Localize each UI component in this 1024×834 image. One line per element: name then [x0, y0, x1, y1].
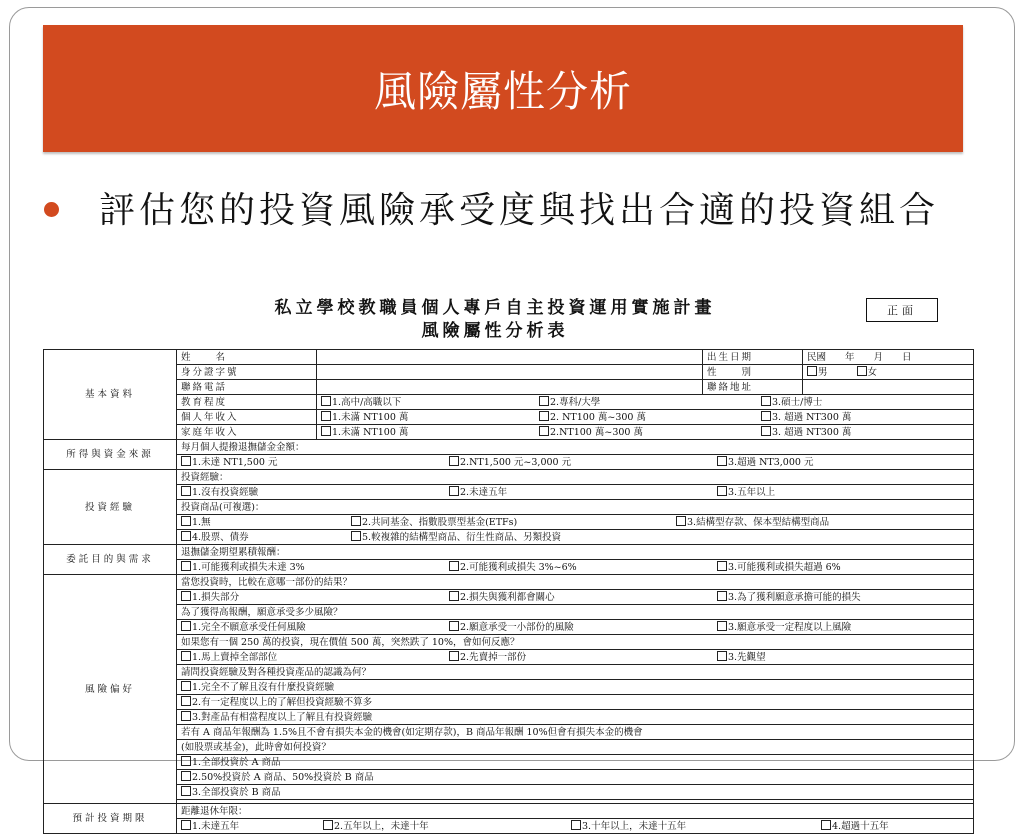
preference-q1-options — [177, 590, 974, 605]
checkbox-icon — [857, 366, 867, 376]
table-row — [44, 665, 974, 680]
bullet-dot-icon — [44, 202, 59, 217]
table-row — [44, 515, 974, 530]
goal-question: 退撫儲金期望累積報酬： — [177, 545, 974, 560]
checkbox-icon — [717, 651, 727, 661]
table-row — [44, 530, 974, 545]
education-option[interactable]: 2.專科/大學 — [539, 396, 761, 409]
product-option[interactable]: 2.共同基金、指數股票型基金(ETFs) — [351, 516, 676, 529]
category-experience: 投資經驗 — [44, 470, 177, 545]
table-row — [44, 380, 974, 395]
checkbox-icon — [717, 561, 727, 571]
preference-q5-option[interactable]: 2.50%投資於 A 商品、50%投資於 B 商品 — [177, 770, 974, 785]
checkbox-icon — [449, 561, 459, 571]
table-row — [44, 740, 974, 755]
checkbox-icon — [181, 486, 191, 496]
checkbox-icon — [181, 711, 191, 721]
title-banner — [43, 25, 963, 152]
checkbox-icon — [717, 486, 727, 496]
funds-options — [177, 455, 974, 470]
family-income-options — [317, 425, 974, 440]
checkbox-icon — [539, 426, 549, 436]
checkbox-icon — [181, 591, 191, 601]
gender-label: 性 別 — [703, 365, 803, 380]
table-row — [44, 620, 974, 635]
goal-options — [177, 560, 974, 575]
table-row — [44, 395, 974, 410]
checkbox-icon — [676, 516, 686, 526]
checkbox-icon — [449, 621, 459, 631]
preference-q4-option[interactable]: 2.有一定程度以上的了解但投資經驗不算多 — [177, 695, 974, 710]
checkbox-icon — [351, 516, 361, 526]
table-row — [44, 500, 974, 515]
product-option[interactable]: 3.結構型存款、保本型結構型商品 — [676, 516, 829, 529]
risk-assessment-table — [43, 349, 974, 834]
education-options — [317, 395, 974, 410]
checkbox-icon — [321, 411, 331, 421]
table-row — [44, 785, 974, 800]
checkbox-icon — [761, 396, 771, 406]
table-row — [44, 695, 974, 710]
preference-q1: 當您投資時，比較在意哪一部份的結果？ — [177, 575, 974, 590]
checkbox-icon — [321, 426, 331, 436]
checkbox-icon — [821, 820, 831, 830]
checkbox-icon — [449, 456, 459, 466]
table-row — [44, 755, 974, 770]
products-options-row1 — [177, 515, 974, 530]
address-field[interactable] — [803, 380, 974, 395]
family-income-option[interactable]: 2.NT100 萬~300 萬 — [539, 426, 761, 439]
table-row — [44, 590, 974, 605]
checkbox-icon — [181, 516, 191, 526]
preference-q4: 請問投資經驗及對各種投資產品的認識為何？ — [177, 665, 974, 680]
table-row — [44, 440, 974, 455]
funds-option[interactable]: 1.未達 NT1,500 元 — [181, 456, 449, 469]
preference-option[interactable]: 3.先觀望 — [717, 651, 766, 664]
id-field[interactable] — [317, 365, 703, 380]
table-row — [44, 635, 974, 650]
checkbox-icon — [181, 456, 191, 466]
checkbox-icon — [717, 456, 727, 466]
phone-field[interactable] — [317, 380, 703, 395]
table-row — [44, 545, 974, 560]
funds-question: 每月個人提撥退撫儲金金額： — [177, 440, 974, 455]
table-row — [44, 650, 974, 665]
checkbox-icon — [181, 531, 191, 541]
table-row — [44, 455, 974, 470]
products-options-row2 — [177, 530, 974, 545]
gender-male-option[interactable]: 男 — [807, 366, 828, 379]
table-row — [44, 575, 974, 590]
checkbox-icon — [181, 651, 191, 661]
education-option[interactable]: 1.高中/高職以下 — [321, 396, 539, 409]
preference-option[interactable]: 1.損失部分 — [181, 591, 449, 604]
preference-q5-line2: (如股票或基金)，此時會如何投資？ — [177, 740, 974, 755]
table-row — [44, 470, 974, 485]
checkbox-icon — [807, 366, 817, 376]
table-row — [44, 605, 974, 620]
education-label: 教育程度 — [177, 395, 317, 410]
checkbox-icon — [181, 561, 191, 571]
phone-label: 聯絡電話 — [177, 380, 317, 395]
table-row — [44, 425, 974, 440]
side-label-box: 正面 — [866, 298, 938, 322]
checkbox-icon — [717, 591, 727, 601]
category-goal: 委託目的與需求 — [44, 545, 177, 575]
name-field[interactable] — [317, 350, 703, 365]
table-row — [44, 770, 974, 785]
table-row — [44, 725, 974, 740]
checkbox-icon — [761, 411, 771, 421]
table-row — [44, 365, 974, 380]
experience-option[interactable]: 2.未達五年 — [449, 486, 717, 499]
checkbox-icon — [181, 621, 191, 631]
horizon-option[interactable]: 2.五年以上，未達十年 — [323, 820, 571, 833]
name-label: 姓 名 — [177, 350, 317, 365]
checkbox-icon — [571, 820, 581, 830]
table-row — [44, 804, 974, 819]
table-row — [44, 819, 974, 834]
checkbox-icon — [539, 396, 549, 406]
horizon-option[interactable]: 3.十年以上，未達十五年 — [571, 820, 821, 833]
checkbox-icon — [539, 411, 549, 421]
preference-q3: 如果您有一個 250 萬的投資，現在價值 500 萬，突然跌了 10%，會如何反應？ — [177, 635, 974, 650]
preference-q5-option[interactable]: 3.全部投資於 B 商品 — [177, 785, 974, 800]
product-option[interactable]: 5.較複雜的結構型商品、衍生性商品、另類投資 — [351, 531, 561, 544]
checkbox-icon — [717, 621, 727, 631]
dob-field[interactable]: 民國 年 月 日 — [803, 350, 974, 365]
checkbox-icon — [181, 681, 191, 691]
checkbox-icon — [761, 426, 771, 436]
personal-income-label: 個人年收入 — [177, 410, 317, 425]
id-label: 身分證字號 — [177, 365, 317, 380]
experience-option[interactable]: 3.五年以上 — [717, 486, 775, 499]
preference-option[interactable]: 2.先賣掉一部份 — [449, 651, 717, 664]
bullet-text: 評估您的投資風險承受度與找出合適的投資組合 — [99, 190, 940, 231]
preference-q2-options — [177, 620, 974, 635]
product-option[interactable]: 1.無 — [181, 516, 351, 529]
checkbox-icon — [449, 486, 459, 496]
experience-option[interactable]: 1.沒有投資經驗 — [181, 486, 449, 499]
dob-label: 出生日期 — [703, 350, 803, 365]
personal-income-options — [317, 410, 974, 425]
table-row — [44, 560, 974, 575]
checkbox-icon — [449, 591, 459, 601]
form-subheading: 風險屬性分析表 — [421, 321, 569, 341]
checkbox-icon — [181, 756, 191, 766]
horizon-option[interactable]: 4.超過十五年 — [821, 820, 889, 833]
category-basic: 基本資料 — [44, 350, 177, 440]
preference-q3-options — [177, 650, 974, 665]
personal-income-option[interactable]: 2. NT100 萬~300 萬 — [539, 411, 761, 424]
table-row — [44, 680, 974, 695]
experience-question: 投資經驗： — [177, 470, 974, 485]
table-row — [44, 350, 974, 365]
preference-q5-option[interactable]: 1.全部投資於 A 商品 — [177, 755, 974, 770]
form-heading: 私立學校教職員個人專戶自主投資運用實施計畫 — [274, 298, 716, 318]
preference-option[interactable]: 1.馬上賣掉全部部位 — [181, 651, 449, 664]
category-preference: 風險偏好 — [44, 575, 177, 804]
checkbox-icon — [181, 786, 191, 796]
preference-q5-line1: 若有 A 商品年報酬為 1.5%且不會有損失本金的機會(如定期存款)，B 商品年報酬 10%但會有損失本金的機會 — [177, 725, 974, 740]
slide-title: 風險屬性分析 — [373, 66, 632, 116]
table-row — [44, 485, 974, 500]
category-funds: 所得與資金來源 — [44, 440, 177, 470]
checkbox-icon — [449, 651, 459, 661]
preference-option[interactable]: 2.損失與獲利都會關心 — [449, 591, 717, 604]
table-row — [44, 710, 974, 725]
funds-option[interactable]: 3.超過 NT3,000 元 — [717, 456, 813, 469]
family-income-option[interactable]: 3. 超過 NT300 萬 — [761, 426, 851, 439]
checkbox-icon — [323, 820, 333, 830]
horizon-options — [177, 819, 974, 834]
gender-field — [803, 365, 974, 380]
goal-option[interactable]: 2.可能獲利或損失 3%~6% — [449, 561, 717, 574]
address-label: 聯絡地址 — [703, 380, 803, 395]
goal-option[interactable]: 3.可能獲利或損失超過 6% — [717, 561, 841, 574]
experience-options — [177, 485, 974, 500]
product-option[interactable]: 4.股票、債券 — [181, 531, 351, 544]
family-income-option[interactable]: 1.未滿 NT100 萬 — [321, 426, 539, 439]
table-row — [44, 410, 974, 425]
horizon-option[interactable]: 1.未達五年 — [181, 820, 323, 833]
category-horizon: 預計投資期限 — [44, 804, 177, 834]
personal-income-option[interactable]: 3. 超過 NT300 萬 — [761, 411, 851, 424]
goal-option[interactable]: 1.可能獲利或損失未達 3% — [181, 561, 449, 574]
funds-option[interactable]: 2.NT1,500 元~3,000 元 — [449, 456, 717, 469]
checkbox-icon — [321, 396, 331, 406]
products-question: 投資商品(可複選)： — [177, 500, 974, 515]
family-income-label: 家庭年收入 — [177, 425, 317, 440]
preference-option[interactable]: 3.為了獲利願意承擔可能的損失 — [717, 591, 861, 604]
preference-q4-option[interactable]: 1.完全不了解且沒有什麼投資經驗 — [177, 680, 974, 695]
horizon-question: 距離退休年限： — [177, 804, 974, 819]
gender-female-option[interactable]: 女 — [857, 366, 878, 379]
checkbox-icon — [181, 771, 191, 781]
checkbox-icon — [181, 696, 191, 706]
education-option[interactable]: 3.碩士/博士 — [761, 396, 822, 409]
personal-income-option[interactable]: 1.未滿 NT100 萬 — [321, 411, 539, 424]
checkbox-icon — [181, 820, 191, 830]
checkbox-icon — [351, 531, 361, 541]
preference-option[interactable]: 3.願意承受一定程度以上風險 — [717, 621, 851, 634]
preference-option[interactable]: 2.願意承受一小部份的風險 — [449, 621, 717, 634]
preference-option[interactable]: 1.完全不願意承受任何風險 — [181, 621, 449, 634]
preference-q4-option[interactable]: 3.對產品有相當程度以上了解且有投資經驗 — [177, 710, 974, 725]
preference-q2: 為了獲得高報酬，願意承受多少風險？ — [177, 605, 974, 620]
